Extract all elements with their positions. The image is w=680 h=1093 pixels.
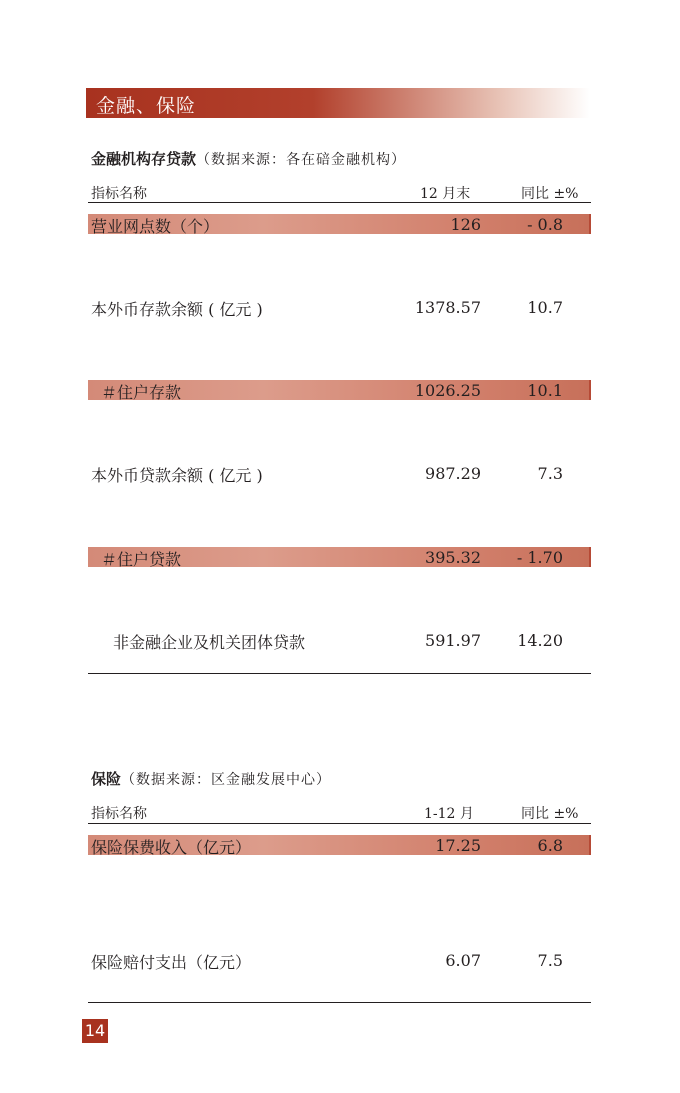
row-highlight-edge [589, 380, 591, 400]
finance-row-value: 591.97 [425, 631, 481, 650]
finance-row-yoy: 14.20 [517, 631, 563, 650]
finance-row-value: 395.32 [425, 548, 481, 567]
insurance-row-value: 6.07 [445, 951, 481, 970]
finance-row-value: 1378.57 [414, 298, 481, 317]
finance-title: 金融机构存贷款 [91, 150, 197, 168]
finance-row-label: 本外币存款余额 ( 亿元 ) [91, 300, 263, 319]
finance-source: （数据来源：各在碚金融机构） [196, 152, 407, 168]
section-banner [86, 88, 590, 118]
finance-row-yoy: 7.3 [537, 464, 563, 483]
insurance-row-value: 17.25 [435, 836, 481, 855]
insurance-row-yoy: 7.5 [537, 951, 563, 970]
insurance-bottom-rule [88, 1002, 591, 1003]
finance-header-rule [88, 202, 591, 203]
finance-row-value: 1026.25 [414, 381, 481, 400]
finance-col-yoy: 同比 ±% [521, 186, 579, 202]
finance-row-yoy: 10.7 [527, 298, 563, 317]
finance-col-period: 12 月末 [420, 186, 471, 202]
insurance-col-yoy: 同比 ±% [521, 806, 579, 822]
finance-row-label: 营业网点数（个） [91, 217, 220, 236]
row-highlight-edge [589, 835, 591, 855]
row-highlight-edge [589, 547, 591, 567]
insurance-section-title [91, 768, 331, 789]
finance-section-title [91, 148, 406, 169]
finance-row-label: ＃住户存款 [101, 383, 182, 402]
insurance-title: 保险 [91, 770, 122, 788]
finance-row-label: 非金融企业及机关团体贷款 [113, 633, 306, 652]
finance-bottom-rule [88, 673, 591, 674]
insurance-row-yoy: 6.8 [537, 836, 563, 855]
insurance-row-label: 保险赔付支出（亿元） [91, 953, 252, 972]
page-number: 14 [82, 1019, 108, 1043]
insurance-row-label: 保险保费收入（亿元） [91, 838, 252, 857]
insurance-header-rule [88, 823, 591, 824]
finance-row-yoy: - 0.8 [527, 215, 563, 234]
insurance-source: （数据来源：区金融发展中心） [121, 772, 332, 788]
section-banner-title: 金融、保险 [96, 95, 197, 117]
row-highlight-edge [589, 214, 591, 234]
finance-row-label: ＃住户贷款 [101, 550, 182, 569]
finance-row-value: 987.29 [425, 464, 481, 483]
finance-col-name: 指标名称 [91, 186, 147, 202]
finance-row-label: 本外币贷款余额 ( 亿元 ) [91, 466, 263, 485]
insurance-col-period: 1-12 月 [424, 806, 474, 822]
finance-row-yoy: - 1.70 [516, 548, 563, 567]
finance-row-yoy: 10.1 [527, 381, 563, 400]
finance-row-value: 126 [450, 215, 481, 234]
insurance-col-name: 指标名称 [91, 806, 147, 822]
